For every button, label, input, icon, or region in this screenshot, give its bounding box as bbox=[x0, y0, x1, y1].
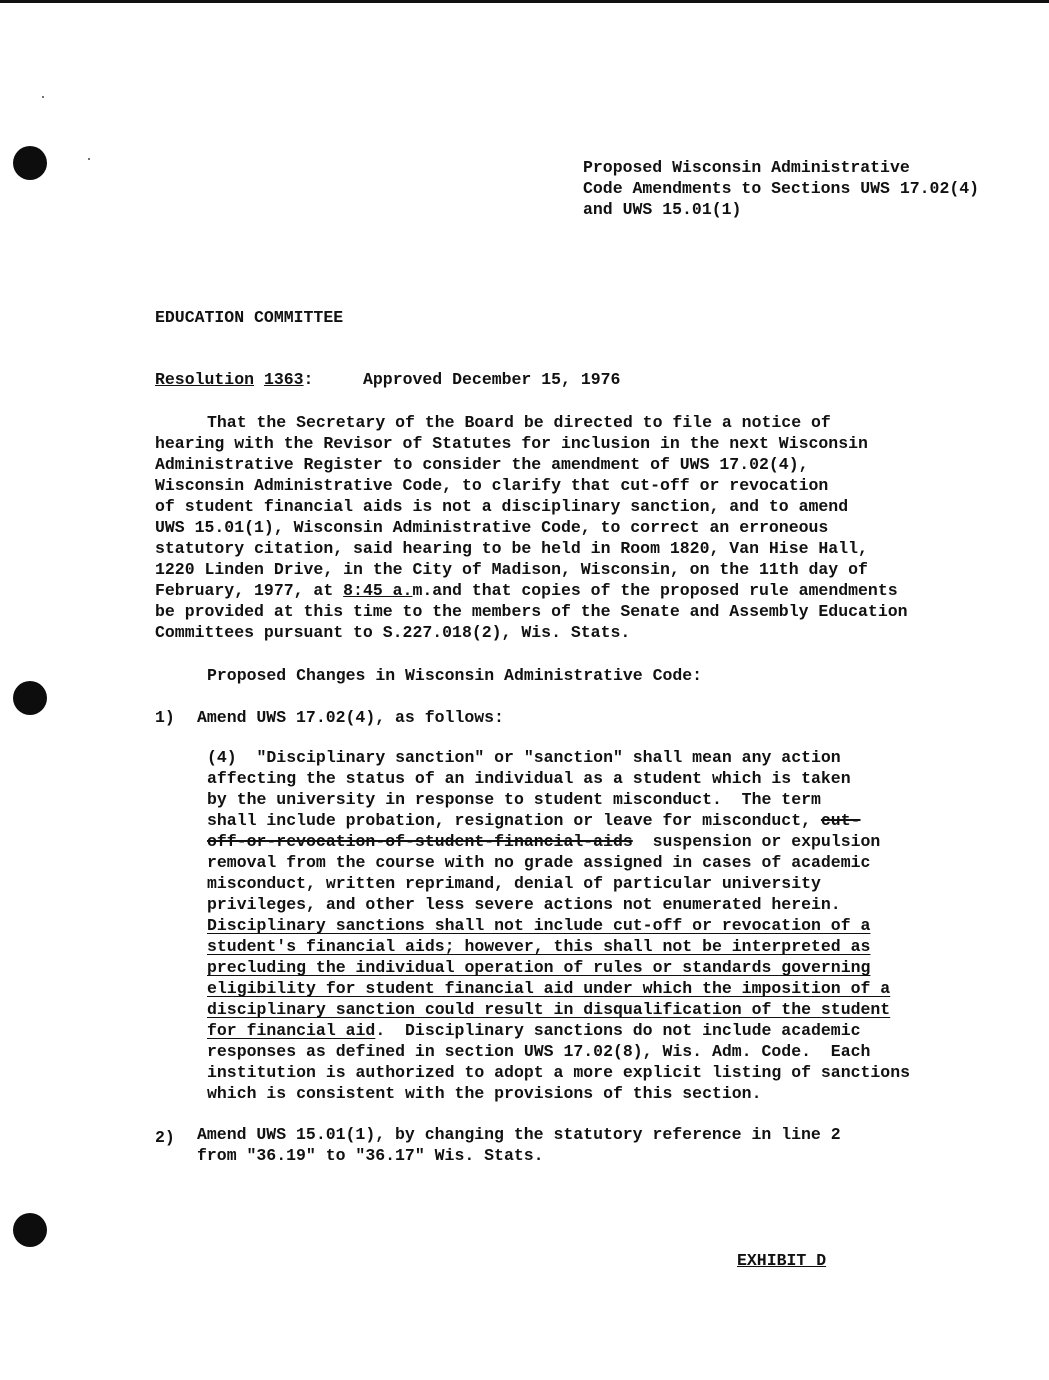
body-line-9 bbox=[155, 580, 898, 601]
resolution-approved: Approved December 15, 1976 bbox=[363, 370, 621, 389]
scan-speck bbox=[42, 96, 44, 98]
body-line-5: of student financial aids is not a disciplinary sanction, and to amend bbox=[155, 497, 849, 516]
item-1-line-4-text: shall include probation, resignation or leave for misconduct, bbox=[207, 811, 821, 830]
resolution-colon: : bbox=[303, 370, 314, 389]
inserted-line-3: precluding the individual operation of rules or standards governing bbox=[207, 958, 871, 977]
inserted-line-1: Disciplinary sanctions shall not include cut-off or revocation of a bbox=[207, 916, 871, 935]
item-2-number: 2) bbox=[155, 1128, 175, 1147]
item-1-line-8: privileges, and other less severe actions not enumerated herein. bbox=[207, 895, 841, 914]
struck-text-start: cut- bbox=[820, 811, 861, 830]
body-line-2: hearing with the Revisor of Statutes for inclusion in the next Wisconsin bbox=[155, 434, 868, 453]
header-line-1: Proposed Wisconsin Administrative bbox=[583, 158, 910, 177]
item-1-line-14 bbox=[207, 1020, 861, 1041]
item-1-line-16: institution is authorized to adopt a more explicit listing of sanctions bbox=[207, 1063, 911, 1082]
item-1-line-2: affecting the status of an individual as a student which is taken bbox=[207, 769, 851, 788]
header-line-3: and UWS 15.01(1) bbox=[583, 200, 742, 219]
punch-hole-middle bbox=[13, 681, 47, 715]
body-line-7: statutory citation, said hearing to be held in Room 1820, Van Hise Hall, bbox=[155, 539, 868, 558]
item-1-line-14-text: . Disciplinary sanctions do not include academic bbox=[375, 1021, 861, 1040]
body-line-9-end: m.and that copies of the proposed rule amendments bbox=[412, 581, 898, 600]
body-line-6: UWS 15.01(1), Wisconsin Administrative Code, to correct an erroneous bbox=[155, 518, 829, 537]
exhibit-label: EXHIBIT D bbox=[737, 1251, 827, 1270]
punch-hole-bottom bbox=[13, 1213, 47, 1247]
item-1-line-4 bbox=[207, 810, 861, 831]
committee-title: EDUCATION COMMITTEE bbox=[155, 308, 344, 327]
inserted-line-5: disciplinary sanction could result in disqualification of the student bbox=[207, 1000, 891, 1019]
item-2-line-1: Amend UWS 15.01(1), by changing the statutory reference in line 2 bbox=[197, 1125, 841, 1144]
punch-hole-top bbox=[13, 146, 47, 180]
item-1-line-7: misconduct, written reprimand, denial of particular university bbox=[207, 874, 821, 893]
body-line-8: 1220 Linden Drive, in the City of Madison, Wisconsin, on the 11th day of bbox=[155, 560, 868, 579]
item-1-line-5-text: suspension or expulsion bbox=[632, 832, 881, 851]
body-line-11: Committees pursuant to S.227.018(2), Wis. Stats. bbox=[155, 623, 631, 642]
item-1-line-1: (4) "Disciplinary sanction" or "sanction" shall mean any action bbox=[207, 748, 841, 767]
inserted-line-6: for financial aid bbox=[207, 1021, 376, 1040]
body-line-4: Wisconsin Administrative Code, to clarify that cut-off or revocation bbox=[155, 476, 829, 495]
item-1-line-3: by the university in response to student misconduct. The term bbox=[207, 790, 821, 809]
body-line-9-start: February, 1977, at bbox=[155, 581, 344, 600]
item-1-number: 1) bbox=[155, 708, 175, 727]
resolution-number: 1363 bbox=[263, 370, 304, 389]
body-line-10: be provided at this time to the members of the Senate and Assembly Education bbox=[155, 602, 908, 621]
item-2-line-2: from "36.19" to "36.17" Wis. Stats. bbox=[197, 1146, 544, 1165]
header-line-2: Code Amendments to Sections UWS 17.02(4) bbox=[583, 179, 980, 198]
scan-top-edge bbox=[0, 0, 1049, 3]
inserted-line-4: eligibility for student financial aid under which the imposition of a bbox=[207, 979, 891, 998]
body-line-3: Administrative Register to consider the amendment of UWS 17.02(4), bbox=[155, 455, 809, 474]
item-1-line-15: responses as defined in section UWS 17.02(8), Wis. Adm. Code. Each bbox=[207, 1042, 871, 1061]
resolution-line bbox=[155, 369, 313, 390]
proposed-changes-heading: Proposed Changes in Wisconsin Administrative Code: bbox=[207, 666, 703, 685]
hearing-time: 8:45 a. bbox=[343, 581, 413, 600]
inserted-line-2: student's financial aids; however, this shall not be interpreted as bbox=[207, 937, 871, 956]
item-1-line-6: removal from the course with no grade assigned in cases of academic bbox=[207, 853, 871, 872]
struck-text-end: off-or-revocation-of-student-financial-aids bbox=[207, 832, 633, 851]
item-1-line-17: which is consistent with the provisions of this section. bbox=[207, 1084, 762, 1103]
body-line-1: That the Secretary of the Board be directed to file a notice of bbox=[207, 413, 831, 432]
item-1-title: Amend UWS 17.02(4), as follows: bbox=[197, 708, 504, 727]
item-1-line-5 bbox=[207, 831, 880, 852]
scan-speck bbox=[88, 158, 90, 160]
resolution-label: Resolution bbox=[155, 370, 255, 389]
